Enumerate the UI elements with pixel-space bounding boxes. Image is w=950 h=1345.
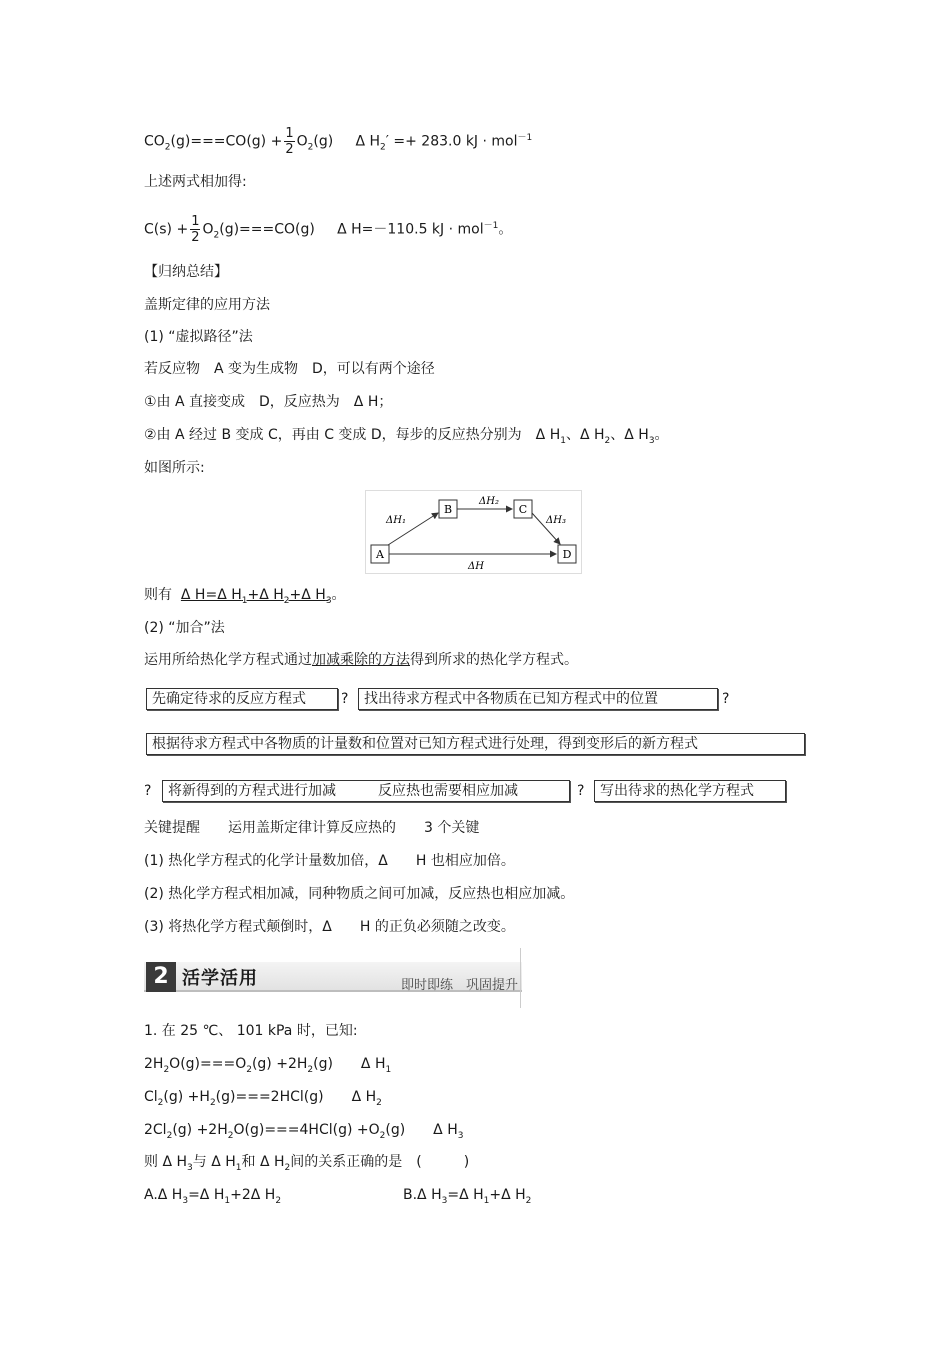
method-1-title: (1) “虚拟路径”法 bbox=[144, 329, 253, 345]
optA-s3: 2 bbox=[275, 1195, 282, 1206]
r1-a: 2H bbox=[144, 1056, 164, 1072]
question-1-stem: 1. 在 25 ℃、 101 kPa 时，已知: bbox=[144, 1023, 358, 1039]
m2-desc-b: 得到所求的热化学方程式。 bbox=[410, 652, 578, 668]
frac-den-2: 2 bbox=[191, 230, 200, 245]
optA-c: +2Δ H bbox=[230, 1187, 276, 1203]
eq1-dh-rest: ′ =+ 283.0 kJ · mol bbox=[385, 133, 518, 150]
hess-path-diagram bbox=[365, 490, 582, 574]
result-prefix: 则有 bbox=[144, 587, 172, 603]
label-h2: ΔH₂ bbox=[479, 496, 499, 507]
m1-line3-c: 、Δ H bbox=[610, 427, 649, 443]
r3-b: (g) +2H bbox=[172, 1122, 228, 1138]
result-c: +Δ H bbox=[289, 587, 326, 603]
question-1-reaction-2 bbox=[144, 1087, 382, 1113]
question-1-reaction-1 bbox=[144, 1054, 391, 1080]
r3-a: 2Cl bbox=[144, 1122, 167, 1138]
frac-den: 2 bbox=[285, 142, 294, 157]
result-b: +Δ H bbox=[247, 587, 284, 603]
r2-s: 2 bbox=[157, 1097, 164, 1108]
method-2-title: (2) “加合”法 bbox=[144, 620, 225, 636]
optA-s1: 3 bbox=[182, 1195, 189, 1206]
method-1-line-3 bbox=[144, 425, 669, 451]
flow-arrow-1: ? bbox=[341, 691, 349, 707]
optB-s1: 3 bbox=[441, 1195, 448, 1206]
flow-step-4: 将新得到的方程式进行加减 反应热也需要相应加减 bbox=[162, 780, 570, 802]
add-text: 上述两式相加得: bbox=[144, 174, 247, 190]
r2-a: Cl bbox=[144, 1089, 158, 1105]
fraction-half-2 bbox=[190, 214, 200, 245]
question-1-option-b bbox=[403, 1185, 531, 1211]
section-banner bbox=[144, 948, 522, 1008]
frac-num-2: 1 bbox=[191, 214, 200, 229]
flow-step-1: 先确定待求的反应方程式 bbox=[146, 688, 338, 710]
r3-s: 2 bbox=[166, 1130, 173, 1141]
m1-line3-a: ②由 A 经过 B 变成 C，再由 C 变成 D，每步的反应热分别为 Δ H bbox=[144, 427, 561, 443]
result-formula bbox=[180, 587, 332, 606]
m1-line3-d: 。 bbox=[654, 427, 669, 443]
m2-desc-a: 运用所给热化学方程式通过 bbox=[144, 652, 312, 668]
tip-title: 关键提醒 运用盖斯定律计算反应热的 3 个关键 bbox=[144, 820, 480, 836]
eq1-o: O bbox=[296, 133, 308, 150]
eq1-left-rest: (g)===CO(g) + bbox=[170, 133, 283, 150]
ask-a: 则 Δ H bbox=[144, 1154, 188, 1170]
question-1-ask bbox=[144, 1152, 469, 1178]
r2-s2: 2 bbox=[209, 1097, 216, 1108]
label-h1: ΔH₁ bbox=[386, 515, 406, 526]
question-1-reaction-3 bbox=[144, 1120, 463, 1146]
node-c-label: C bbox=[518, 503, 528, 516]
question-1-option-a bbox=[144, 1185, 281, 1211]
label-h: ΔH bbox=[468, 561, 484, 572]
eq2-dh: Δ H=－110.5 kJ · mol bbox=[337, 221, 484, 238]
method-2-desc bbox=[144, 650, 578, 670]
eq2-o-rest: (g)===CO(g) bbox=[219, 221, 315, 238]
method-1-line-2: ①由 A 直接变成 D，反应热为 Δ H； bbox=[144, 394, 393, 410]
tip-1: (1) 热化学方程式的化学计量数加倍，Δ H 也相应加倍。 bbox=[144, 853, 515, 869]
result-s2: 2 bbox=[283, 595, 290, 606]
r1-c: (g) +2H bbox=[251, 1056, 308, 1072]
node-a-label: A bbox=[376, 548, 384, 561]
method-title: 盖斯定律的应用方法 bbox=[144, 297, 270, 313]
node-b-label: B bbox=[443, 503, 453, 516]
tip-2: (2) 热化学方程式相加减，同种物质之间可加减，反应热也相应加减。 bbox=[144, 886, 575, 902]
result-s3: 3 bbox=[325, 595, 332, 606]
as-shown-text: 如图所示: bbox=[144, 460, 205, 476]
r2-b: (g) +H bbox=[163, 1089, 210, 1105]
eq2-o-sub: 2 bbox=[213, 230, 220, 241]
result-a: Δ H=Δ H bbox=[180, 587, 242, 603]
eq2-left: C(s) + bbox=[144, 221, 189, 238]
r3-s4: 3 bbox=[457, 1130, 464, 1141]
equation-line-1 bbox=[144, 126, 532, 157]
label-h3: ΔH₃ bbox=[546, 515, 566, 526]
flow-arrow-2: ? bbox=[722, 691, 730, 707]
m1-line3-s1: 1 bbox=[560, 435, 566, 446]
banner-title: 活学活用 bbox=[182, 968, 258, 989]
optB-s3: 2 bbox=[525, 1195, 532, 1206]
banner-number: 2 bbox=[146, 962, 176, 992]
optB-a: B.Δ H bbox=[403, 1187, 442, 1203]
ask-c: 和 Δ H bbox=[241, 1154, 285, 1170]
fraction-half bbox=[284, 126, 294, 157]
eq1-left: CO bbox=[144, 133, 165, 150]
optB-c: +Δ H bbox=[489, 1187, 526, 1203]
m1-line3-s3: 3 bbox=[648, 435, 655, 446]
r2-s4: 2 bbox=[376, 1097, 382, 1108]
optB-b: =Δ H bbox=[447, 1187, 484, 1203]
eq2-o: O bbox=[202, 221, 214, 238]
flow-step-2: 找出待求方程式中各物质在已知方程式中的位置 bbox=[358, 688, 718, 710]
eq2-end: 。 bbox=[498, 221, 513, 238]
m1-line3-s2: 2 bbox=[604, 435, 611, 446]
banner-subtitle: 即时即练 巩固提升 bbox=[400, 978, 518, 993]
ask-d: 间的关系正确的是 ( ) bbox=[290, 1154, 470, 1170]
r3-s3: 2 bbox=[379, 1130, 386, 1141]
flow-arrow-3: ? bbox=[144, 783, 152, 799]
r1-s3: 2 bbox=[307, 1064, 314, 1075]
ask-s1: 3 bbox=[187, 1162, 193, 1173]
summary-title: 【归纳总结】 bbox=[144, 264, 228, 280]
r1-b: O(g)===O bbox=[169, 1056, 247, 1072]
equation-line-2 bbox=[144, 214, 512, 245]
method-1-line-1: 若反应物 A 变为生成物 D，可以有两个途径 bbox=[144, 361, 435, 377]
r3-c: O(g)===4HCl(g) +O bbox=[233, 1122, 380, 1138]
eq1-dh: Δ H bbox=[355, 133, 381, 150]
flow-arrow-4: ? bbox=[577, 783, 585, 799]
optA-a: A.Δ H bbox=[144, 1187, 183, 1203]
m2-desc-underlined: 加减乘除的方法 bbox=[312, 652, 410, 668]
flow-step-3: 根据待求方程式中各物质的计量数和位置对已知方程式进行处理，得到变形后的新方程式 bbox=[146, 733, 805, 755]
ask-s2: 1 bbox=[235, 1162, 242, 1173]
r1-s4: 1 bbox=[385, 1064, 392, 1075]
result-line bbox=[144, 585, 346, 611]
tip-3: (3) 将热化学方程式颠倒时，Δ H 的正负必须随之改变。 bbox=[144, 919, 515, 935]
eq2-unit-exp: －1 bbox=[483, 220, 499, 231]
ask-s3: 2 bbox=[284, 1162, 291, 1173]
r3-s2: 2 bbox=[227, 1130, 234, 1141]
frac-num: 1 bbox=[285, 126, 294, 141]
flow-step-5: 写出待求的热化学方程式 bbox=[594, 780, 786, 802]
eq1-left-sub: 2 bbox=[164, 142, 171, 153]
eq1-unit-exp: －1 bbox=[517, 132, 533, 143]
m1-line3-b: 、Δ H bbox=[565, 427, 605, 443]
ask-b: 与 Δ H bbox=[192, 1154, 236, 1170]
r1-d: (g) Δ H bbox=[313, 1056, 386, 1072]
banner-edge bbox=[520, 948, 521, 1008]
r3-d: (g) Δ H bbox=[385, 1122, 458, 1138]
eq1-o-rest: (g) bbox=[313, 133, 334, 150]
result-s1: 1 bbox=[241, 595, 248, 606]
eq1-dh-sub: 2 bbox=[380, 142, 386, 153]
result-end: 。 bbox=[331, 587, 346, 603]
r2-c: (g)===2HCl(g) Δ H bbox=[215, 1089, 377, 1105]
optA-b: =Δ H bbox=[188, 1187, 225, 1203]
optA-s2: 1 bbox=[224, 1195, 231, 1206]
node-d-label: D bbox=[562, 548, 572, 561]
eq1-o-sub: 2 bbox=[307, 142, 314, 153]
r1-s: 2 bbox=[163, 1064, 170, 1075]
r1-s2: 2 bbox=[246, 1064, 252, 1075]
diagram-svg bbox=[366, 491, 581, 573]
optB-s2: 1 bbox=[483, 1195, 490, 1206]
